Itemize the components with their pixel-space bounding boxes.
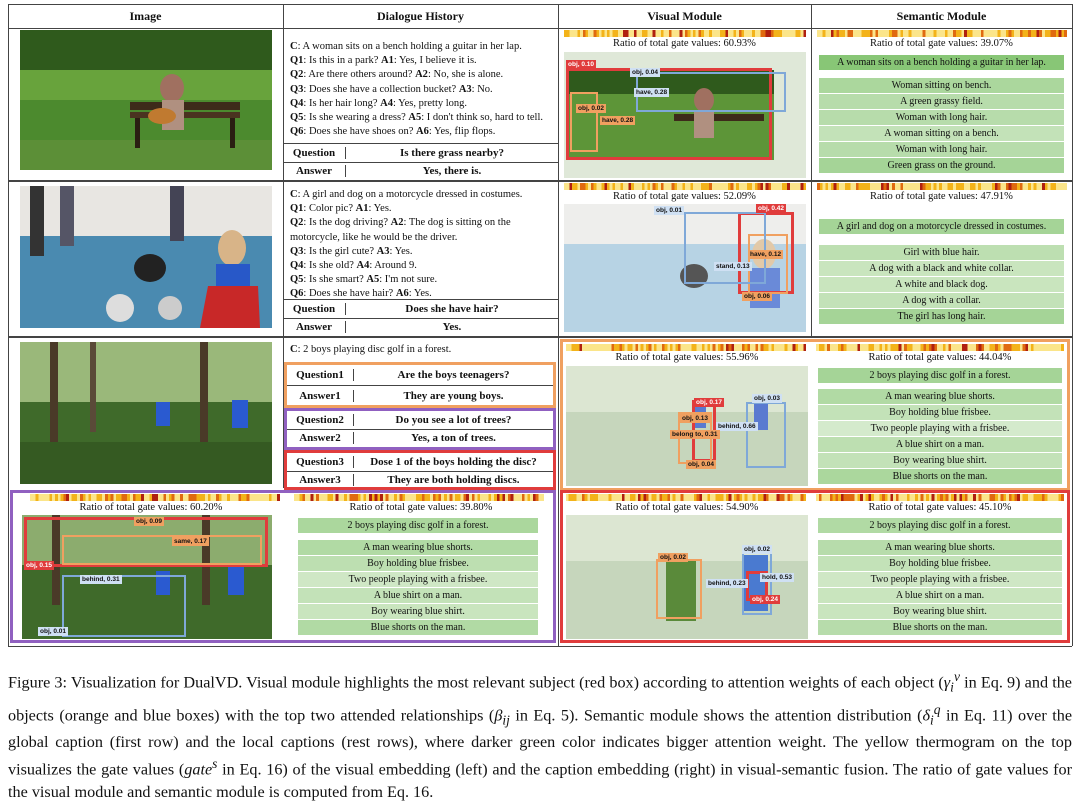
rule-row1	[8, 180, 1072, 182]
row2-answer	[283, 318, 558, 336]
answer-label: Answer	[283, 165, 346, 177]
global-caption: A woman sits on a bench holding a guitar in her lap.	[819, 55, 1064, 70]
local-caption: Boy wearing blue shirt.	[818, 453, 1062, 468]
relation-tag: behind, 0.66	[718, 423, 756, 430]
local-caption: Boy holding blue frisbee.	[298, 556, 538, 571]
dialogue-line: Q5: Is she wearing a dress? A5: I don't think so, hard to tell.	[290, 112, 543, 124]
question-text: Does she have hair?	[405, 303, 499, 315]
row2-semantic-thermogram	[817, 183, 1067, 190]
question1-label: Question1	[287, 369, 354, 381]
relation-tag: obj, 0.17	[696, 399, 723, 406]
answer-text: Yes.	[442, 321, 462, 333]
relation-tag: obj, 0.06	[744, 293, 771, 300]
col-rule-5	[1072, 4, 1073, 646]
relation-tag: obj, 0.04	[688, 461, 715, 468]
local-caption: Boy wearing blue shirt.	[298, 604, 538, 619]
row2-question	[283, 300, 558, 319]
row1-visual-ratio: Ratio of total gate values: 60.93%	[613, 38, 756, 49]
row2-visual-image	[564, 204, 806, 332]
relation-tag: behind, 0.31	[82, 576, 120, 583]
rule-top	[8, 4, 1072, 5]
global-caption: A girl and dog on a motorcycle dressed in costumes.	[819, 219, 1064, 234]
local-caption: Girl with blue hair.	[819, 245, 1064, 260]
blue-object-box	[746, 402, 786, 468]
question2-label: Question2	[287, 414, 354, 426]
global-caption: 2 boys playing disc golf in a forest.	[818, 518, 1062, 533]
relation-tag: stand, 0.13	[716, 263, 750, 270]
local-caption: A man wearing blue shorts.	[298, 540, 538, 555]
local-caption: A blue shirt on a man.	[818, 437, 1062, 452]
question3-text: Dose 1 of the boys holding the disc?	[370, 456, 537, 468]
girl-dog-motorcycle-image	[20, 186, 272, 328]
row3-answer3	[287, 471, 553, 489]
local-caption: Boy wearing blue shirt.	[818, 604, 1062, 619]
relation-tag: hold, 0.53	[762, 574, 792, 581]
local-caption: A green grassy field.	[819, 94, 1064, 109]
question3-label: Question3	[287, 456, 354, 468]
panel1-semantic-thermogram	[816, 344, 1064, 351]
park-bench-image	[20, 30, 272, 170]
local-caption: Woman with long hair.	[819, 142, 1064, 157]
panel1-visual-ratio: Ratio of total gate values: 55.96%	[615, 352, 759, 363]
local-caption: A blue shirt on a man.	[298, 588, 538, 603]
relation-tag: obj, 0.13	[682, 415, 709, 422]
row1-visual-image	[564, 52, 806, 178]
answer1-text: They are young boys.	[403, 389, 504, 402]
local-caption: Green grass on the ground.	[819, 158, 1064, 173]
local-caption: Woman with long hair.	[819, 110, 1064, 125]
row2-semantic-ratio: Ratio of total gate values: 47.91%	[870, 191, 1013, 202]
question-label: Question	[283, 147, 346, 159]
relation-tag: obj, 0.01	[656, 207, 683, 214]
dialogue-line: Q2: Is the dog driving? A2: The dog is sitting on the motorcycle, like he would be the driver.	[290, 217, 511, 243]
global-caption: 2 boys playing disc golf in a forest.	[818, 368, 1062, 383]
relation-tag: behind, 0.23	[708, 580, 746, 587]
local-caption: A man wearing blue shorts.	[818, 389, 1062, 404]
orange-object-box	[656, 559, 702, 619]
dialogue-line: C: A girl and dog on a motorcycle dressed in costumes.	[290, 189, 523, 200]
row3-question1	[287, 365, 553, 386]
relation-tag: have, 0.12	[750, 251, 782, 258]
relation-tag: have, 0.28	[602, 117, 634, 124]
relation-tag: same, 0.17	[174, 538, 207, 545]
panel1-visual-thermogram	[566, 344, 806, 351]
panel2-semantic-ratio: Ratio of total gate values: 39.80%	[349, 502, 493, 513]
rule-header	[8, 28, 1072, 29]
dialogue-line: Q1: Color pic? A1: Yes.	[290, 203, 392, 215]
row3-question2	[287, 411, 553, 430]
dialogue-line: Q4: Is her hair long? A4: Yes, pretty long.	[290, 97, 468, 109]
panel3-semantic-ratio: Ratio of total gate values: 45.10%	[868, 502, 1012, 513]
local-caption: Woman sitting on bench.	[819, 78, 1064, 93]
local-caption: A white and black dog.	[819, 277, 1064, 292]
row2-dialogue	[290, 188, 555, 302]
dialogue-line: Q5: Is she smart? A5: I'm not sure.	[290, 274, 438, 286]
row2-qa-table	[283, 299, 558, 336]
local-caption: Blue shorts on the man.	[298, 620, 538, 635]
relation-tag: obj, 0.01	[40, 628, 67, 635]
relation-tag: obj, 0.24	[752, 596, 779, 603]
panel3-semantic-thermogram	[816, 494, 1064, 501]
local-caption: Blue shorts on the man.	[818, 469, 1062, 484]
question1-text: Are the boys teenagers?	[397, 369, 510, 381]
local-caption: Boy holding blue frisbee.	[818, 556, 1062, 571]
dialogue-line: Q6: Does she have hair? A6: Yes.	[290, 288, 432, 300]
row3-question3	[287, 453, 553, 472]
rule-bottom	[8, 646, 1072, 647]
local-caption: A blue shirt on a man.	[818, 588, 1062, 603]
answer2-text: Yes, a ton of trees.	[411, 432, 496, 444]
panel1-visual-image	[566, 366, 808, 486]
figure-caption: Figure 3: Visualization for DualVD. Visual module highlights the most relevant subject (red box) according to attention weights of each object ($\gamma_i^v$ in Eq. 9) and the objects (orange and blue boxes) with the top two attended relationships ($\beta_{ij}$ in Eq. 5). Semantic module shows the attention distribution ($\delta_i^q$ in Eq. 11) over the global caption (first row) and the local captions (rest rows), where darker green color indicates bigger attention weight. The yellow thermogram on the top visualizes the gate values (gate$^s$ in Eq. 16) of the visual embedding (left) and the caption embedding (right) in visual-semantic fusion. The ratio of gate values for the visual module and semantic module is computed from Eq. 16.	[8, 669, 1072, 801]
dialogue-line: Q3: Is the girl cute? A3: Yes.	[290, 245, 413, 257]
relation-tag: have, 0.28	[636, 89, 668, 96]
row3-answer2	[287, 429, 553, 447]
row1-dialogue	[290, 40, 555, 139]
panel1-semantic-ratio: Ratio of total gate values: 44.04%	[868, 352, 1012, 363]
question2-text: Do you see a lot of trees?	[395, 414, 512, 426]
row3-caption-line: C: 2 boys playing disc golf in a forest.	[290, 344, 452, 355]
row1-answer	[283, 162, 558, 180]
answer-label: Answer	[283, 321, 346, 333]
row1-semantic-thermogram	[817, 30, 1067, 37]
dialogue-line: Q1: Is this in a park? A1: Yes, I believe it is.	[290, 55, 477, 67]
relation-tag: obj, 0.10	[568, 61, 595, 68]
row1-semantic-ratio: Ratio of total gate values: 39.07%	[870, 38, 1013, 49]
relation-tag: obj, 0.04	[632, 69, 659, 76]
panel2-visual-image	[22, 515, 272, 639]
orange-object-box	[570, 92, 598, 152]
local-caption: A woman sitting on a bench.	[819, 126, 1064, 141]
panel2-visual-thermogram	[30, 494, 280, 501]
panel2-visual-ratio: Ratio of total gate values: 60.20%	[79, 502, 223, 513]
row1-visual-thermogram	[564, 30, 806, 37]
col-rule-1	[8, 4, 9, 646]
orange-object-box	[62, 535, 262, 565]
row2-visual-thermogram	[564, 183, 806, 190]
blue-object-box	[684, 212, 766, 284]
panel3-visual-ratio: Ratio of total gate values: 54.90%	[615, 502, 759, 513]
dialogue-line: Q3: Does she have a collection bucket? A3: No.	[290, 83, 493, 95]
relation-tag: obj, 0.02	[744, 546, 771, 553]
local-caption: Boy holding blue frisbee.	[818, 405, 1062, 420]
forest-disc-golf-image	[20, 342, 272, 484]
row2-visual-ratio: Ratio of total gate values: 52.09%	[613, 191, 756, 202]
header-image: Image	[129, 9, 162, 23]
header-dialogue: Dialogue History	[377, 9, 464, 23]
local-caption: Two people playing with a frisbee.	[818, 421, 1062, 436]
answer-text: Yes, there is.	[422, 165, 482, 177]
row3-answer1	[287, 386, 553, 405]
dialogue-line: C: A woman sits on a bench holding a guitar in her lap.	[290, 41, 522, 52]
blue-object-box	[62, 575, 186, 637]
row2-photo	[20, 186, 272, 328]
row3-photo	[20, 342, 272, 484]
row1-photo	[20, 30, 272, 170]
question-text: Is there grass nearby?	[400, 147, 504, 159]
local-caption: Two people playing with a frisbee.	[818, 572, 1062, 587]
local-caption: The girl has long hair.	[819, 309, 1064, 324]
local-caption: Blue shorts on the man.	[818, 620, 1062, 635]
header-visual: Visual Module	[647, 9, 722, 23]
answer1-label: Answer1	[287, 390, 354, 402]
dialogue-line: Q6: Does she have shoes on? A6: Yes, flip flops.	[290, 126, 496, 138]
panel3-visual-thermogram	[566, 494, 806, 501]
relation-tag: obj, 0.42	[758, 205, 785, 212]
local-caption: A man wearing blue shorts.	[818, 540, 1062, 555]
header-semantic: Semantic Module	[896, 9, 987, 23]
relation-tag: obj, 0.02	[578, 105, 605, 112]
local-caption: A dog with a collar.	[819, 293, 1064, 308]
local-caption: A dog with a black and white collar.	[819, 261, 1064, 276]
row1-qa-table	[283, 143, 558, 180]
dialogue-line: Q4: Is she old? A4: Around 9.	[290, 260, 417, 272]
col-rule-4	[811, 4, 812, 336]
answer3-text: They are both holding discs.	[387, 474, 520, 486]
relation-tag: belong to, 0.31	[672, 431, 718, 438]
local-caption: Two people playing with a frisbee.	[298, 572, 538, 587]
answer2-label: Answer2	[287, 432, 354, 444]
rule-row2	[8, 336, 1072, 338]
dialogue-line: Q2: Are there others around? A2: No, she is alone.	[290, 69, 504, 81]
global-caption: 2 boys playing disc golf in a forest.	[298, 518, 538, 533]
relation-tag: obj, 0.09	[136, 518, 163, 525]
panel3-visual-image	[566, 515, 808, 639]
relation-tag: obj, 0.02	[660, 554, 687, 561]
answer3-label: Answer3	[287, 474, 354, 486]
relation-tag: obj, 0.15	[26, 562, 53, 569]
question-label: Question	[283, 303, 346, 315]
col-rule-3	[558, 4, 559, 646]
row1-question	[283, 144, 558, 163]
panel2-semantic-thermogram	[294, 494, 544, 501]
relation-tag: obj, 0.03	[754, 395, 781, 402]
